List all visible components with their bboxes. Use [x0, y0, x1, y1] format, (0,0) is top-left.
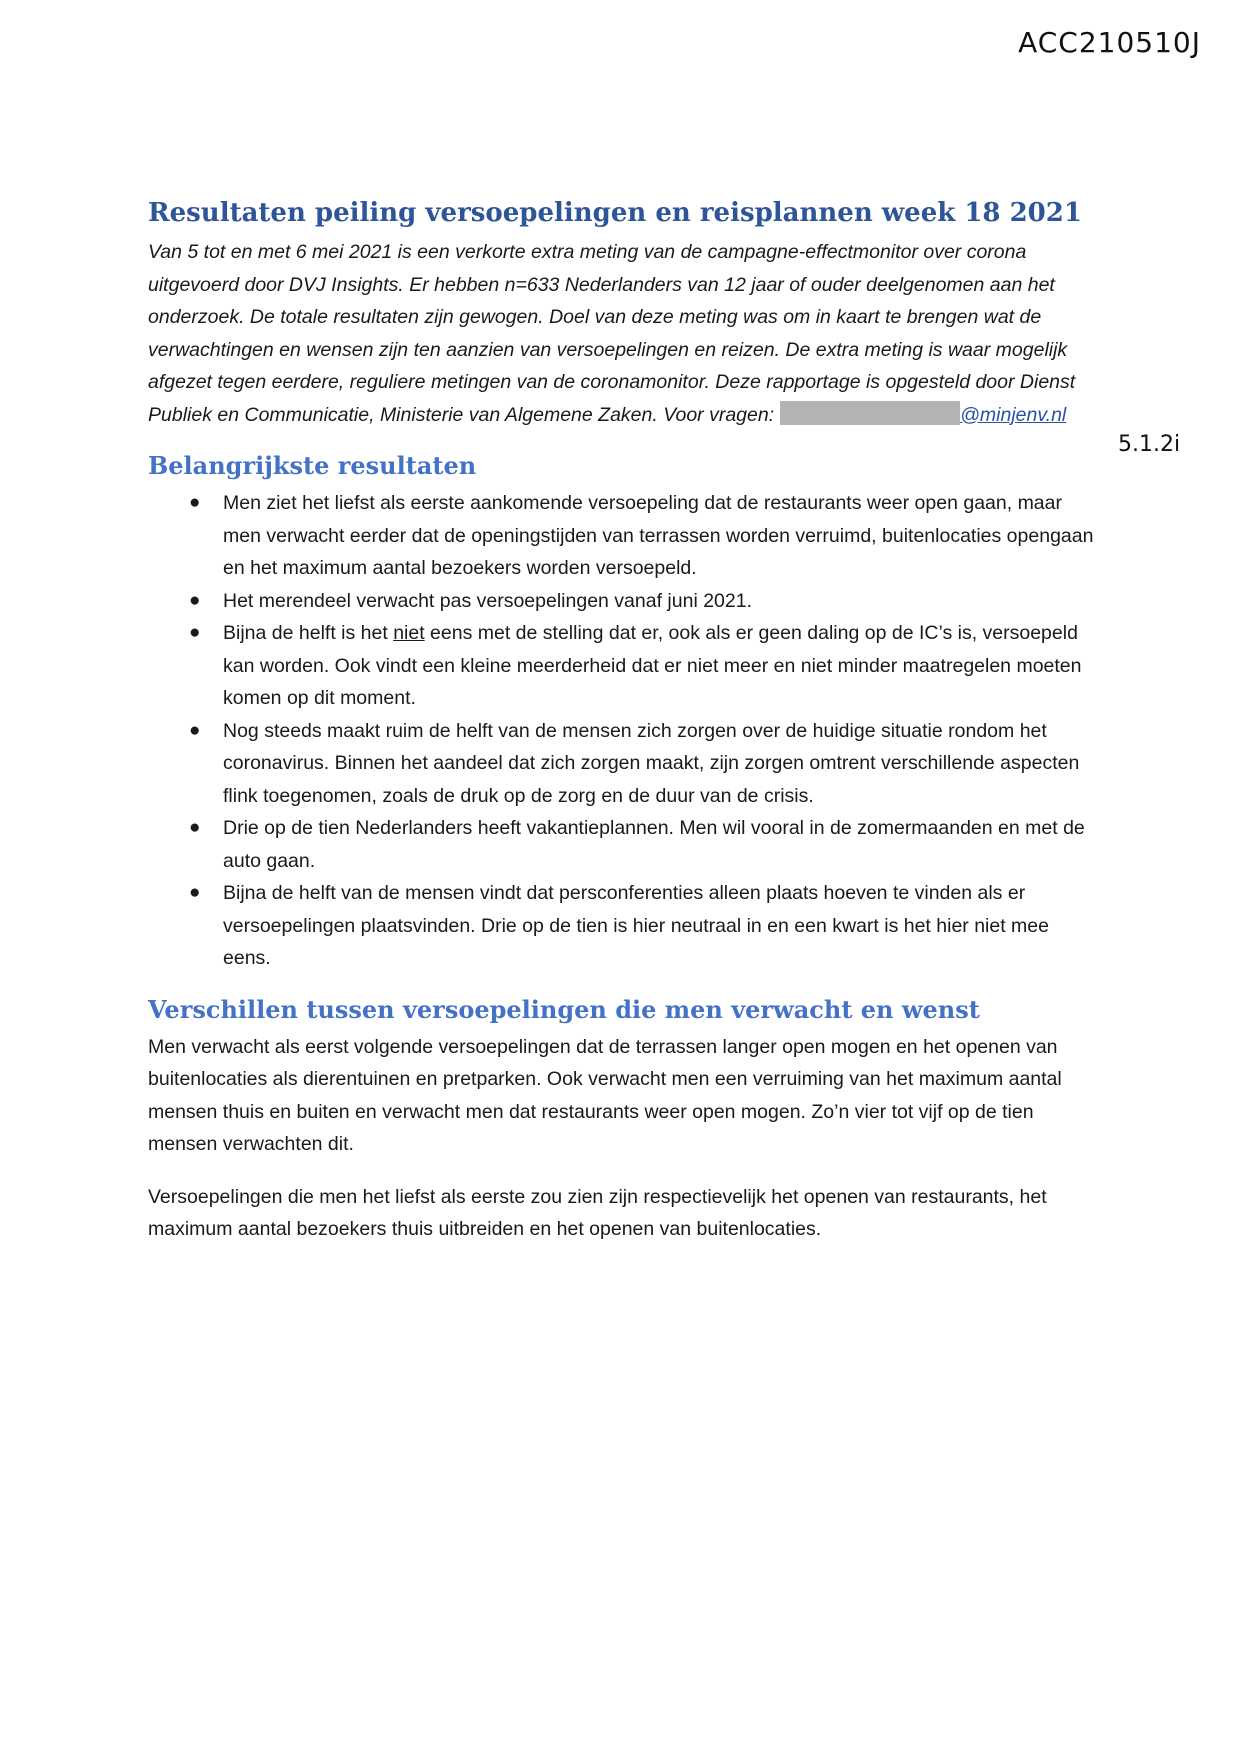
- bullet-icon: ●: [189, 492, 201, 513]
- list-item: [148, 585, 1098, 618]
- bullet-icon: ●: [189, 882, 201, 903]
- bullet-icon: ●: [189, 719, 201, 741]
- list-item-text: Bijna de helft is het: [223, 622, 394, 644]
- document-body: [148, 196, 1098, 1246]
- differences-paragraph-1: Men verwacht als eerst volgende versoepelingen dat de terrassen langer open mogen en het openen van buitenlocaties als dierentuinen en pretparken. Ook verwacht men een verruiming van het maximum aantal mensen thuis en buiten en verwacht men dat restaurants weer open mogen. Zo’n vier tot vijf op de tien mensen verwachten dit.: [148, 1035, 1062, 1155]
- underlined-word: niet: [393, 622, 425, 644]
- intro-text: Van 5 tot en met 6 mei 2021 is een verkorte extra meting van de campagne-effectmonitor over corona uitgevoerd door DVJ Insights. Er hebben n=633 Nederlanders van 12 jaar of ouder deelgenomen aan het onderzoek. De totale resultaten zijn gewogen. Doel van deze meting was om in kaart te brengen wat de verwachtingen en wensen zijn ten aanzien van versoepelingen en reizen. De extra meting is waar mogelijk afgezet tegen eerdere, reguliere metingen van de coronamonitor. Deze rapportage is opgesteld door Dienst Publiek en Communicatie, Ministerie van Algemene Zaken. Voor vragen:: [148, 241, 1076, 426]
- list-item: [148, 487, 1098, 585]
- list-item-text: Bijna de helft van de mensen vindt dat persconferenties alleen plaats hoeven te vinden als er versoepelingen plaatsvinden. Drie op de tien is hier neutraal in en een kwart is het hier niet mee eens.: [223, 882, 1049, 969]
- contact-email-link[interactable]: @minjenv.nl: [960, 403, 1067, 426]
- key-results-list: [148, 487, 1098, 975]
- list-item-text: Men ziet het liefst als eerste aankomende versoepeling dat de restaurants weer open gaan, maar men verwacht eerder dat de openingstijden van terrassen worden verruimd, buitenlocaties opengaan en het maximum aantal bezoekers worden versoepeld.: [223, 492, 1094, 579]
- list-item-text: Nog steeds maakt ruim de helft van de mensen zich zorgen over de huidige situatie rondom het coronavirus. Binnen het aandeel dat zich zorgen maakt, zijn zorgen omtrent verschillende aspecten flink toegenomen, zoals de druk op de zorg en de duur van de crisis.: [223, 719, 1080, 807]
- redacted-block: [780, 401, 960, 425]
- differences-heading: Verschillen tussen versoepelingen die men verwacht en wenst: [148, 994, 980, 1024]
- page-title: Resultaten peiling versoepelingen en reisplannen week 18 2021: [148, 198, 1082, 228]
- list-item: [148, 715, 1098, 813]
- document-id: ACC210510J: [1018, 26, 1201, 59]
- key-results-heading: Belangrijkste resultaten: [148, 451, 477, 480]
- list-item: [148, 877, 1098, 975]
- list-item: [148, 812, 1098, 877]
- list-item-text: Drie op de tien Nederlanders heeft vakantieplannen. Men wil vooral in de zomermaanden en met de auto gaan.: [223, 817, 1085, 872]
- list-item-text: Het merendeel verwacht pas versoepelingen vanaf juni 2021.: [223, 589, 752, 612]
- intro-paragraph: [148, 236, 1098, 431]
- bullet-icon: ●: [189, 817, 201, 838]
- redaction-code: 5.1.2i: [1118, 432, 1181, 457]
- differences-paragraph-2: Versoepelingen die men het liefst als eerste zou zien zijn respectievelijk het openen van restaurants, het maximum aantal bezoekers thuis uitbreiden en het openen van buitenlocaties.: [148, 1185, 1047, 1240]
- bullet-icon: ●: [189, 589, 201, 611]
- list-item: [148, 617, 1098, 715]
- list-item-text: eens met de stelling dat er, ook als er geen daling op de IC’s is, versoepeld kan worden. Ook vindt een kleine meerderheid dat er niet meer en niet minder maatregelen moeten komen op dit moment.: [223, 622, 1082, 709]
- bullet-icon: ●: [189, 622, 201, 643]
